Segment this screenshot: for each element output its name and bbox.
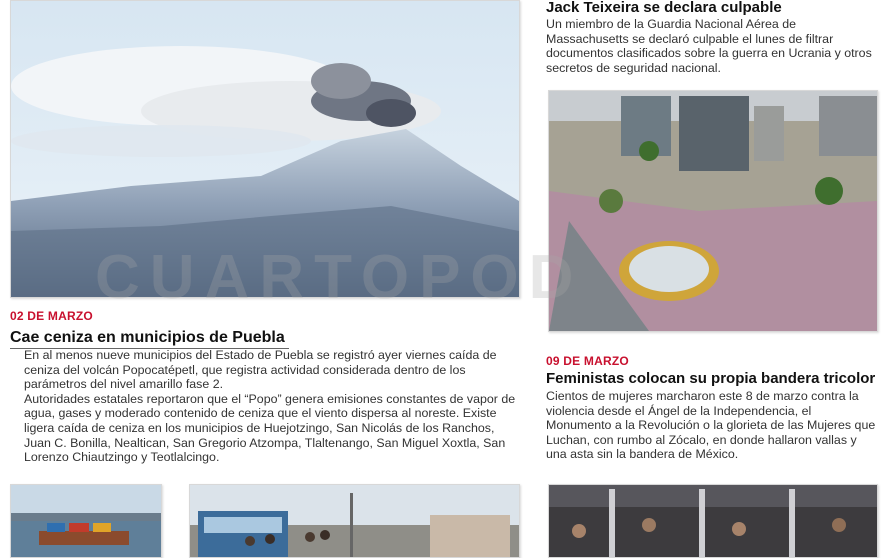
- body-puebla-paragraph-1: En al menos nueve municipios del Estado de Puebla se registró ayer viernes caída de ceniza del volcán Popocatépetl, que registra actividad considerada dentro de los parámetros del nivel amarillo fase 2.: [24, 348, 497, 392]
- body-jack-teixeira: Un miembro de la Guardia Nacional Aérea de Massachusetts se declaró culpable el lunes de filtrar documentos clasificados sobre la guerra en Ucrania y otros secretos de seguridad nacional.: [546, 17, 872, 75]
- volcano-photo: [10, 0, 520, 298]
- march-crowd-photo: [548, 90, 878, 332]
- indoor-crowd-photo: [548, 484, 878, 558]
- body-puebla-paragraph-2: Autoridades estatales reportaron que el “Popo” genera emisiones constantes de vapor de agua, gases y moderado contenido de ceniza que el viento dispersa al noreste. Existe ligera caída de ceniza en los municipios de Huejotzingo, San Nicolás de los Ranchos, Juan C. Bonilla, Nealtican, San Gregorio Atzompa, Tlaltenango, San Miguel Xoxtla, San Lorenzo Chiautzingo y Teotlalcingo.: [24, 391, 516, 465]
- body-puebla: [24, 348, 518, 465]
- protest-street-photo: [189, 484, 520, 558]
- headline-puebla: Cae ceniza en municipios de Puebla: [10, 328, 289, 349]
- headline-feministas: Feministas colocan su propia bandera tricolor: [546, 370, 876, 387]
- date-feministas: 09 DE MARZO: [546, 354, 629, 368]
- headline-jack-teixeira: Jack Teixeira se declara culpable: [546, 0, 782, 16]
- body-feministas: Cientos de mujeres marcharon este 8 de marzo contra la violencia desde el Ángel de la Independencia, el Monumento a la Revolución o la glorieta de las Mujeres que Luchan, con rumbo al Zócalo, en donde hallaron vallas y una asta sin la bandera de México.: [546, 389, 876, 462]
- date-puebla: 02 DE MARZO: [10, 309, 93, 323]
- port-ship-photo: [10, 484, 162, 558]
- watermark: CUARTOPOD: [95, 243, 584, 312]
